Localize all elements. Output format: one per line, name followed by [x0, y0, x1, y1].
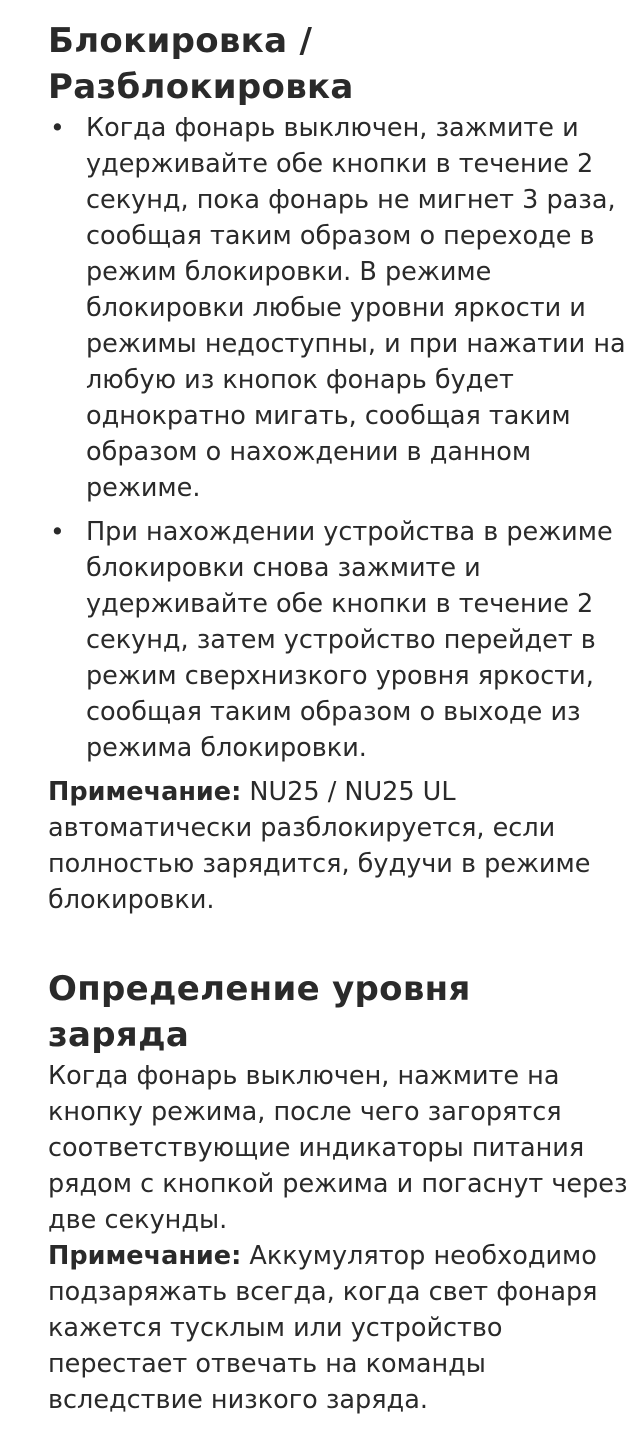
charge-level-body: Когда фонарь выключен, нажмите на кнопку режима, после чего загорятся соответствующие индикаторы питания рядом с кнопкой режима и погаснут через две секунды.: [48, 1061, 628, 1235]
manual-page: [48, 18, 628, 1418]
note-label: Примечание:: [48, 1241, 242, 1271]
charge-level-heading: [48, 966, 628, 1058]
list-item-text: Когда фонарь выключен, зажмите и удерживайте обе кнопки в течение 2 секунд, пока фонарь не мигнет 3 раза, сообщая таким образом о переходе в режим блокировки. В режиме блокировки любые уровни яркости и режимы недоступны, и при нажатии на любую из кнопок фонарь будет однократно мигать, сообщая таким образом о нахождении в данном режиме.: [86, 113, 626, 503]
list-item: [48, 110, 628, 506]
charge-level-section: [48, 966, 628, 1418]
section-spacer: [48, 918, 628, 966]
lock-unlock-list: [48, 110, 628, 766]
note-text: Аккумулятор необходимо подзаряжать всегда, когда свет фонаря кажется тусклым или устройство перестает отвечать на команды вследствие низкого заряда.: [48, 1241, 598, 1415]
list-item-text: При нахождении устройства в режиме блокировки снова зажмите и удерживайте обе кнопки в течение 2 секунд, затем устройство перейдет в режим сверхнизкого уровня яркости, сообщая таким образом о выходе из режима блокировки.: [86, 517, 613, 763]
lock-unlock-heading-line1: Блокировка /: [48, 21, 313, 61]
charge-level-heading-line1: Определение уровня: [48, 969, 471, 1009]
lock-unlock-note: [48, 774, 628, 918]
list-item: [48, 514, 628, 766]
charge-level-note: [48, 1238, 628, 1418]
lock-unlock-heading-line2: Разблокировка: [48, 67, 354, 107]
note-text: NU25 / NU25 UL автоматически разблокируется, если полностью зарядится, будучи в режиме блокировки.: [48, 777, 591, 915]
charge-level-heading-line2: заряда: [48, 1015, 190, 1055]
bullet-icon: •: [50, 113, 65, 142]
lock-unlock-section: [48, 18, 628, 918]
lock-unlock-heading: [48, 18, 628, 110]
note-label: Примечание:: [48, 777, 242, 807]
bullet-icon: •: [50, 517, 65, 546]
